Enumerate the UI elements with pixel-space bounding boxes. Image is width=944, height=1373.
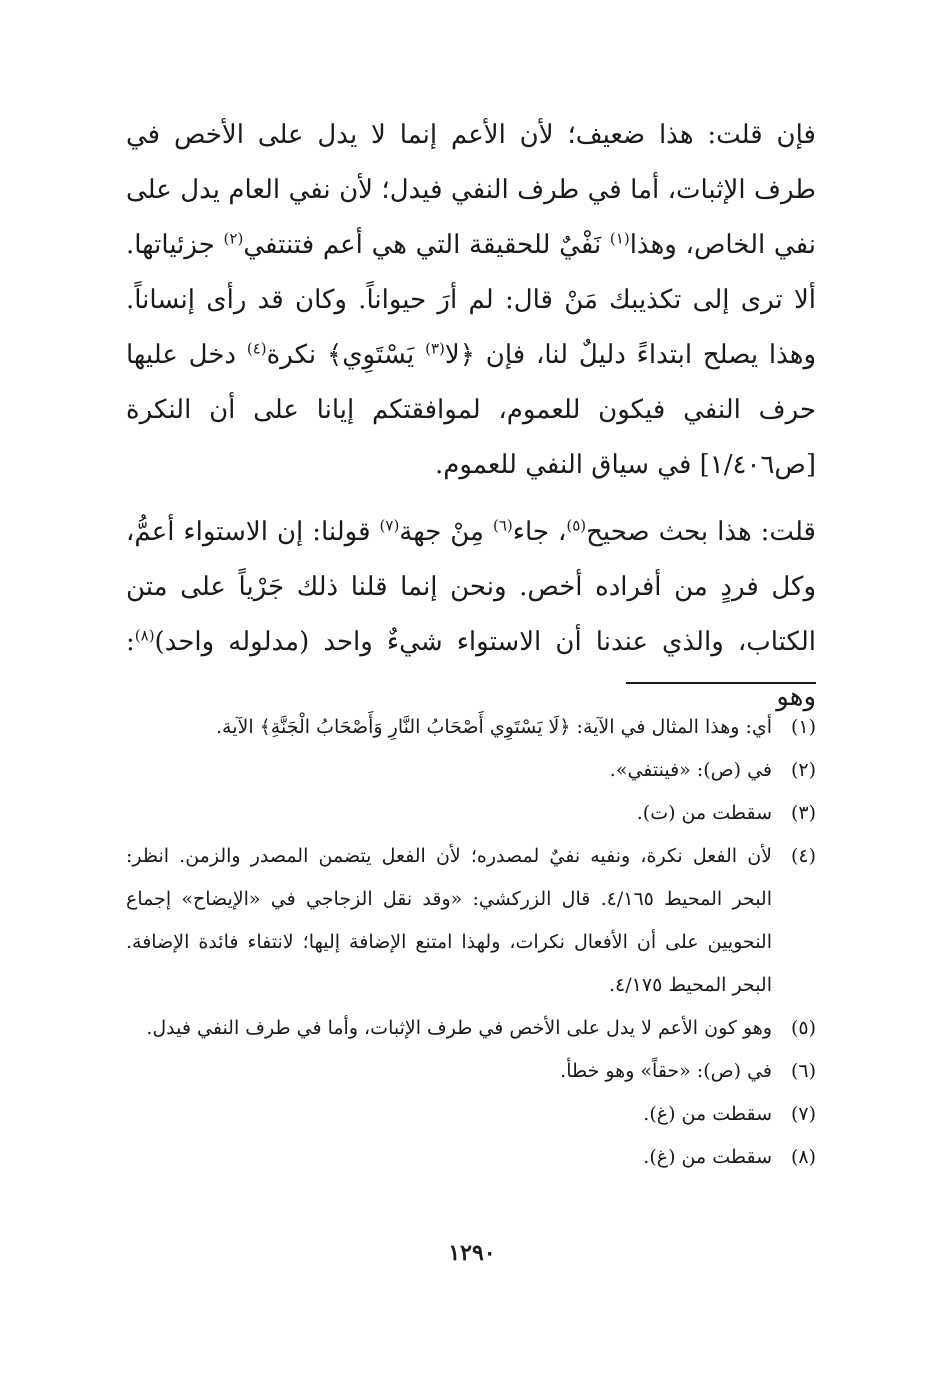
footnote-number: (١) [790,716,816,738]
text-segment: دخل عليها حرف النفي فيكون للعموم، لموافقتكم إيانا على أن النكرة [ص١/٤٠٦] في سياق النفي للعموم. [126,340,816,480]
footnote-item [126,835,816,1007]
footnote-reference[interactable]: (١) [609,229,630,248]
main-text [126,108,816,725]
footnote-text: سقطت من (غ). [643,1103,772,1125]
footnote-item [126,1093,816,1136]
page-number: ١٢٩٠ [448,1240,496,1266]
footnote-reference[interactable]: (٥) [566,516,587,535]
footnote-reference[interactable]: (٧) [379,516,400,535]
footnote-text: سقطت من (غ). [643,1146,772,1168]
footnote-text: وهو كون الأعم لا يدل على الأخص في طرف الإثبات، وأما في طرف النفي فيدل. [146,1017,772,1039]
text-segment: قلت: هذا بحث صحيح [586,517,816,547]
text-segment: : وهو [126,627,816,712]
footnote-item [126,706,816,749]
footnote-number: (٤) [790,845,816,867]
footnote-item [126,1136,816,1179]
footnote-number: (٣) [790,802,816,824]
footnote-text: في (ص): «حقاً» وهو خطأ. [560,1060,772,1082]
footnote-item [126,1050,816,1093]
footnote-item [126,1007,816,1050]
footnote-reference[interactable]: (٣) [425,339,445,358]
footnote-reference[interactable]: (٦) [492,516,513,535]
footnote-number: (٧) [790,1103,816,1125]
text-segment: فإن قلت: هذا ضعيف؛ لأن الأعم إنما لا يدل على الأخص في طرف الإثبات، أما في طرف النفي فيدل؛ لأن نفي العام يدل على نفي الخاص، وهذا [126,120,816,260]
text-segment: يَسْتَوِي﴾ نكرة [266,340,426,370]
text-segment: جزئياتها. ألا ترى إلى تكذيبك مَنْ قال: لم أرَ حيواناً. وكان قد رأى إنساناً. وهذا يصلح ابتداءً دليلٌ لنا، فإن ﴿لا [126,230,817,370]
paragraph [126,505,816,725]
footnote-text: سقطت من (ت). [636,802,772,824]
footnote-number: (٢) [790,759,816,781]
footnote-divider [626,682,816,684]
paragraph [126,108,816,493]
footnote-text: لأن الفعل نكرة، ونفيه نفيٌ لمصدره؛ لأن الفعل يتضمن المصدر والزمن. انظر: البحر المحيط ٤/١٦٥. قال الزركشي: «وقد نقل الزجاجي في «الإيضاح» إجماع النحويين على أن الأفعال نكرات، ولهذا امتنع الإضافة إليها؛ لانتفاء فائدة الإضافة. البحر المحيط ٤/١٧٥. [126,845,772,996]
footnote-reference[interactable]: (٨) [134,626,155,645]
text-segment: نَفْيٌ للحقيقة التي هي أعم فتنتفي [243,230,610,260]
footnote-number: (٦) [790,1060,816,1082]
footnote-text: أي: وهذا المثال في الآية: ﴿لَا يَسْتَوِي أَصْحَابُ النَّارِ وَأَصْحَابُ الْجَنَّةِ﴾ الآية. [215,716,772,738]
footnote-number: (٨) [790,1146,816,1168]
text-segment: مِنْ جهة [399,517,493,547]
text-segment: قولنا: إن الاستواء أعمُّ، وكل فردٍ من أفراده أخص. ونحن إنما قلنا ذلك جَرْياً على متن الكتاب، والذي عندنا أن الاستواء شيءٌ واحد (مدلوله واحد) [126,517,816,657]
footnote-number: (٥) [790,1017,816,1039]
footnote-text: في (ص): «فينتفي». [609,759,772,781]
footnote-item [126,749,816,792]
footnote-item [126,792,816,835]
footnotes-section [126,706,816,1179]
text-segment: ، جاء [512,517,567,547]
footnote-reference[interactable]: (٤) [246,339,267,358]
footnote-reference[interactable]: (٢) [223,229,244,248]
